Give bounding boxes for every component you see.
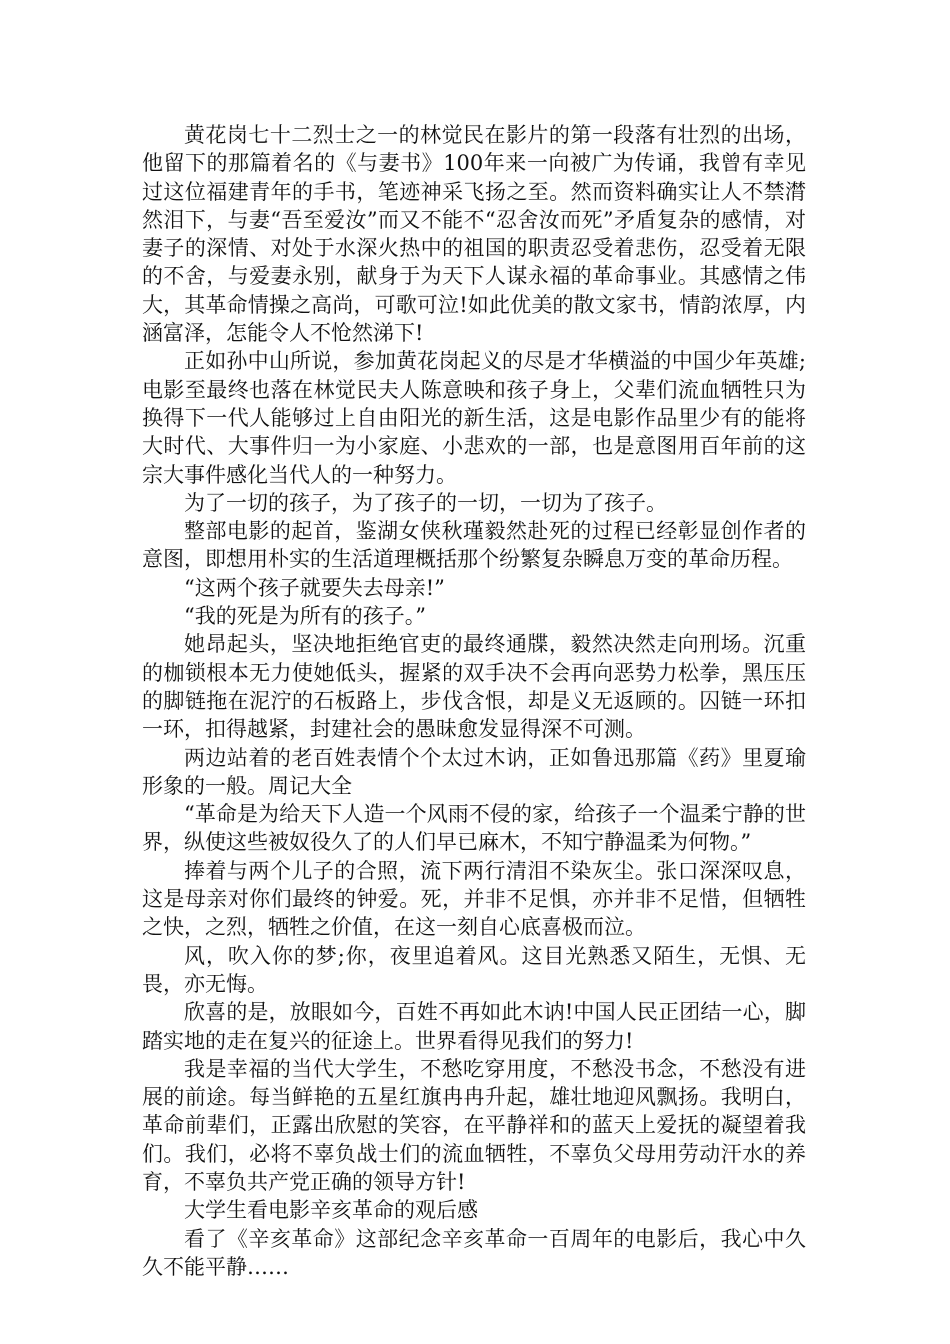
paragraph-3: 为了一切的孩子，为了孩子的一切，一切为了孩子。 <box>184 490 667 515</box>
document-body <box>142 121 806 1281</box>
paragraph-13: 我是幸福的当代大学生，不愁吃穿用度，不愁没书念，不愁没有进展的前途。每当鲜艳的五星红旗冉冉升起，雄壮地迎风飘扬。我明白，革命前辈们，正露出欣慰的笑容，在平静祥和的蓝天上爱抚的凝望着我们。我们，必将不辜负战士们的流血牺牲，不辜负父母用劳动汗水的养育，不辜负共产党正确的领导方针! <box>142 1056 806 1194</box>
paragraph-1: 黄花岗七十二烈士之一的林觉民在影片的第一段落有壮烈的出场，他留下的那篇着名的《与妻书》100年来一向被广为传诵，我曾有幸见过这位福建青年的手书，笔迹神采飞扬之至。然而资料确实让人不禁潸然泪下，与妻“吾至爱汝”而又不能不“忍舍汝而死”矛盾复杂的感情，对妻子的深情、对处于水深火热中的祖国的职责忍受着悲伤，忍受着无限的不舍，与爱妻永别，献身于为天下人谋永福的革命事业。其感情之伟大，其革命情操之高尚，可歌可泣!如此优美的散文家书，情韵浓厚，内涵富泽，怎能令人不怆然涕下! <box>142 123 806 346</box>
paragraph-14: 看了《辛亥革命》这部纪念辛亥革命一百周年的电影后，我心中久久不能平静…… <box>142 1226 806 1279</box>
section-heading: 大学生看电影辛亥革命的观后感 <box>184 1198 478 1223</box>
paragraph-10: 捧着与两个儿子的合照，流下两行清泪不染灰尘。张口深深叹息，这是母亲对你们最终的钟爱。死，并非不足惧，亦并非不足惜，但牺牲之快，之烈，牺牲之价值，在这一刻自心底喜极而泣。 <box>142 858 806 940</box>
paragraph-5: “这两个孩子就要失去母亲!” <box>184 575 445 600</box>
paragraph-6: “我的死是为所有的孩子。” <box>184 604 426 629</box>
paragraph-8: 两边站着的老百姓表情个个太过木讷，正如鲁迅那篇《药》里夏瑜形象的一般。周记大全 <box>142 745 806 798</box>
paragraph-11: 风，吹入你的梦;你，夜里追着风。这目光熟悉又陌生，无惧、无畏，亦无悔。 <box>142 943 806 996</box>
paragraph-4: 整部电影的起首，鉴湖女侠秋瑾毅然赴死的过程已经彰显创作者的意图，即想用朴实的生活道理概括那个纷繁复杂瞬息万变的革命历程。 <box>142 519 806 572</box>
paragraph-7: 她昂起头，坚决地拒绝官吏的最终通牒，毅然决然走向刑场。沉重的枷锁根本无力使她低头，握紧的双手决不会再向恶势力松拳，黑压压的脚链拖在泥泞的石板路上，步伐含恨，却是义无返顾的。囚链一环扣一环，扣得越紧，封建社会的愚昧愈发显得深不可测。 <box>142 632 806 742</box>
paragraph-2: 正如孙中山所说，参加黄花岗起义的尽是才华横溢的中国少年英雄;电影至最终也落在林觉民夫人陈意映和孩子身上，父辈们流血牺牲只为换得下一代人能够过上自由阳光的新生活，这是电影作品里少有的能将大时代、大事件归一为小家庭、小悲欢的一部，也是意图用百年前的这宗大事件感化当代人的一种努力。 <box>142 349 806 487</box>
paragraph-12: 欣喜的是，放眼如今，百姓不再如此木讷!中国人民正团结一心，脚踏实地的走在复兴的征途上。世界看得见我们的努力! <box>142 1000 806 1053</box>
paragraph-9: “革命是为给天下人造一个风雨不侵的家，给孩子一个温柔宁静的世界，纵使这些被奴役久了的人们早已麻木，不知宁静温柔为何物。” <box>142 802 806 855</box>
